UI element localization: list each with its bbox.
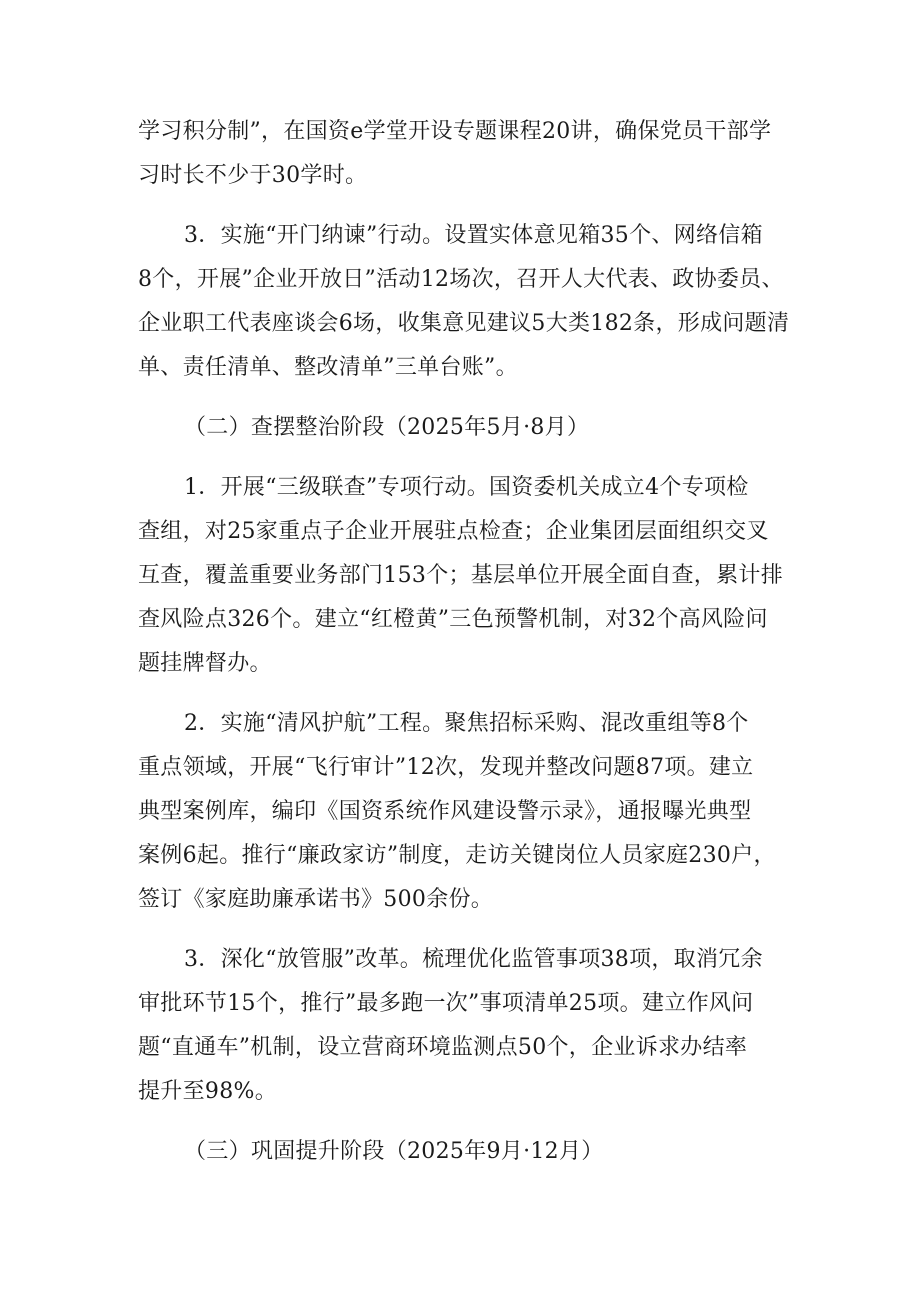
text-line: 8个，开展”企业开放日”活动12场次，召开人大代表、政协委员、 bbox=[138, 267, 784, 292]
paragraph bbox=[138, 466, 788, 686]
text-line: 重点领域，开展“飞行审计”12次，发现并整改问题87项。建立 bbox=[138, 755, 754, 780]
paragraph bbox=[138, 214, 788, 390]
heading-line: （三）巩固提升阶段（2025年9月·12月） bbox=[184, 1139, 604, 1164]
text-line: 案例6起。推行“廉政家访”制度，走访关键岗位人员家庭230户， bbox=[138, 843, 776, 868]
text-line: 企业职工代表座谈会6场，收集意见建议5大类182条，形成问题清 bbox=[138, 311, 790, 336]
section-heading bbox=[138, 1130, 788, 1174]
text-line: 题“直通车”机制，设立营商环境监测点50个，企业诉求办结率 bbox=[138, 1035, 748, 1060]
document-body bbox=[138, 110, 788, 1174]
heading-line: （二）查摆整治阶段（2025年5月·8月） bbox=[184, 415, 590, 440]
text-line: 2．实施“清风护航”工程。聚焦招标采购、混改重组等8个 bbox=[184, 711, 749, 736]
text-line: 提升至98%。 bbox=[138, 1079, 277, 1104]
text-line: 签订《家庭助廉承诺书》500余份。 bbox=[138, 887, 494, 912]
text-line: 1．开展“三级联查”专项行动。国资委机关成立4个专项检 bbox=[184, 475, 749, 500]
paragraph bbox=[138, 110, 788, 198]
text-line: 审批环节15个，推行”最多跑一次”事项清单25项。建立作风问 bbox=[138, 991, 754, 1016]
section-heading bbox=[138, 406, 788, 450]
text-line: 查组，对25家重点子企业开展驻点检查；企业集团层面组织交叉 bbox=[138, 519, 769, 544]
text-line: 题挂牌督办。 bbox=[138, 651, 272, 676]
paragraph bbox=[138, 702, 788, 922]
text-line: 单、责任清单、整改清单”三单台账”。 bbox=[138, 355, 518, 380]
text-line: 习时长不少于30学时。 bbox=[138, 163, 368, 188]
text-line: 互查，覆盖重要业务部门153个；基层单位开展全面自查，累计排 bbox=[138, 563, 783, 588]
paragraph bbox=[138, 938, 788, 1114]
text-line: 3．深化“放管服”改革。梳理优化监管事项38项，取消冗余 bbox=[184, 947, 763, 972]
text-line: 查风险点326个。建立“红橙黄”三色预警机制，对32个高风险问 bbox=[138, 607, 768, 632]
text-line: 3．实施“开门纳谏”行动。设置实体意见箱35个、网络信箱 bbox=[184, 223, 763, 248]
text-line: 学习积分制”，在国资e学堂开设专题课程20讲，确保党员干部学 bbox=[138, 119, 772, 144]
text-line: 典型案例库，编印《国资系统作风建设警示录》，通报曝光典型 bbox=[138, 799, 752, 824]
